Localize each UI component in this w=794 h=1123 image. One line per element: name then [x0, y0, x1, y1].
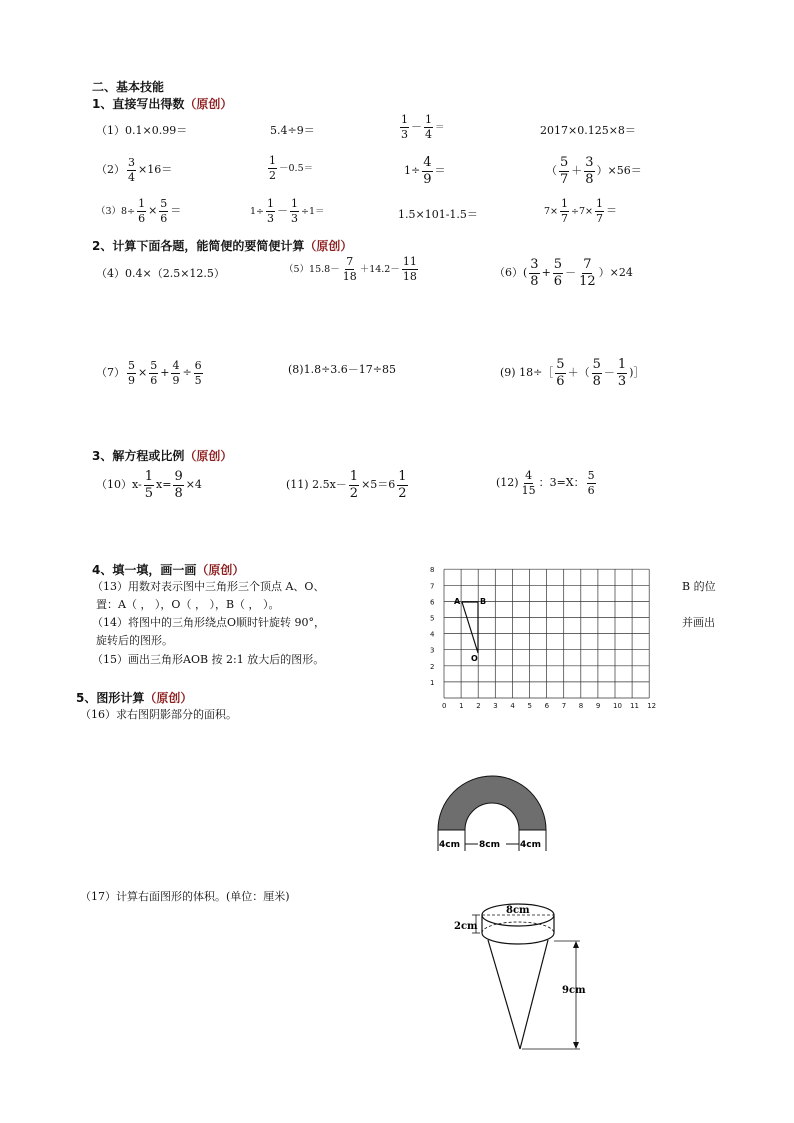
point-b-label: B — [480, 597, 487, 606]
section-title: 二、基本技能 — [92, 80, 165, 94]
y-tick-label: 3 — [430, 646, 435, 655]
x-tick-label: 5 — [527, 702, 532, 710]
point-a-label: A — [454, 597, 461, 606]
x-tick-label: 7 — [561, 702, 567, 710]
arch-right-label: 4cm — [520, 840, 541, 850]
problem-11: (11) 2.5x－ $\frac{1}{2}$ ×5＝6 $\frac{1}{2}$ — [286, 469, 407, 501]
q14-line-a: （14）将图中的三角形绕点O顺时针旋转 90°， — [92, 616, 326, 629]
problem-10: （10）x- $\frac{1}{5}$ x= $\frac{9}{8}$ ×4 — [96, 469, 202, 501]
x-tick-label: 11 — [630, 702, 640, 710]
x-tick-label: 1 — [459, 702, 464, 710]
problem-3c: 1.5×101-1.5＝ — [398, 208, 478, 221]
problem-5: （5）15.8－ $\frac{7}{18}$ ＋14.2－ $\frac{11}{18}$ — [284, 255, 417, 283]
arch-figure — [430, 775, 555, 855]
cylinder-cone-figure — [450, 893, 600, 1053]
q16-line: （16）求右图阴影部分的面积。 — [80, 708, 237, 721]
problem-2d: （ $\frac{5}{7}$ ＋ $\frac{3}{8}$ ）×56＝ — [546, 155, 642, 187]
q2-title: 2、计算下面各题，能简便的要简便计算（原创） — [92, 239, 353, 253]
q13-line-a: （13）用数对表示图中三角形三个顶点 A、O、 — [92, 580, 325, 593]
x-tick-label: 6 — [544, 702, 550, 710]
problem-3d: 7× $\frac{1}{7}$ ÷7× $\frac{1}{7}$ ＝ — [544, 197, 617, 225]
point-o-label: O — [471, 654, 478, 663]
cylinder-height-label: 2cm — [454, 921, 478, 932]
problem-1b: 5.4÷9＝ — [270, 124, 315, 137]
problem-2: （2） $\frac{3}{4}$ ×16＝ — [96, 156, 173, 184]
problem-7: （7） $\frac{5}{9}$ × $\frac{5}{6}$ + $\frac{4}{9}$ ÷ $\frac{6}{5}$ — [96, 359, 202, 387]
x-tick-label: 8 — [578, 702, 584, 710]
problem-3: （3）8÷ $\frac{1}{6}$ × $\frac{5}{6}$ ＝ — [96, 197, 182, 225]
problem-3b: 1÷ $\frac{1}{3}$ － $\frac{1}{3}$ ÷1＝ — [250, 197, 325, 225]
arch-mid-label: 8cm — [479, 840, 500, 850]
q1-title — [92, 95, 232, 112]
x-tick-label: 0 — [442, 702, 447, 710]
q14-line-b: 并画出 — [682, 616, 715, 629]
shaded-arch — [438, 776, 546, 830]
cone-height-label: 9cm — [562, 985, 586, 996]
q4-title: 4、填一填，画一画（原创） — [92, 563, 245, 577]
y-tick-label: 1 — [430, 678, 435, 687]
problem-1c: $\frac{1}{3}$ － $\frac{1}{4}$ ＝ — [401, 113, 445, 141]
triangle-aob — [462, 602, 478, 653]
q13-line-b: B 的位 — [682, 580, 716, 593]
y-tick-label: 8 — [430, 566, 435, 575]
problem-6: （6）( $\frac{3}{8}$ + $\frac{5}{6}$ － $\frac{7}{12}$ ）×24 — [494, 257, 633, 289]
y-tick-label: 2 — [430, 662, 435, 671]
q13-line-c: 置：A（ ， ），O（ ， ），B（ ， ）。 — [96, 598, 280, 611]
q15-line: （15）画出三角形AOB 按 2:1 放大后的图形。 — [92, 653, 325, 666]
problem-4: （4）0.4×（2.5×12.5） — [96, 267, 225, 280]
problem-2b: $\frac{1}{2}$ －0.5＝ — [269, 154, 314, 182]
x-tick-label: 4 — [510, 702, 515, 710]
x-tick-label: 10 — [613, 702, 622, 710]
original-tag: （原创） — [184, 97, 233, 111]
problem-1: （1）0.1×0.99＝ — [96, 124, 188, 137]
y-tick-label: 4 — [430, 630, 435, 639]
top-diameter-label: 8cm — [506, 905, 530, 916]
problem-8: (8)1.8÷3.6－17÷85 — [288, 363, 396, 376]
x-tick-label: 2 — [476, 702, 481, 710]
coordinate-grid — [420, 564, 670, 714]
q17-line: （17）计算右面图形的体积。(单位：厘米) — [80, 890, 290, 903]
problem-1d: 2017×0.125×8＝ — [540, 124, 636, 137]
x-tick-label: 12 — [647, 702, 657, 710]
q1-title-text: 1、直接写出得数 — [92, 97, 185, 111]
x-tick-label: 9 — [595, 702, 601, 710]
q3-title: 3、解方程或比例（原创） — [92, 449, 233, 463]
arch-left-label: 4cm — [439, 840, 460, 850]
problem-2c: 1÷ $\frac{4}{9}$ ＝ — [404, 155, 446, 187]
q5-title: 5、图形计算（原创） — [76, 691, 193, 705]
problem-9: (9) 18÷［ $\frac{5}{6}$ ＋（ $\frac{5}{8}$ － $\frac{1}{3}$ )］ — [500, 357, 645, 389]
q14-line-c: 旋转后的图形。 — [96, 634, 173, 647]
x-tick-label: 3 — [493, 702, 498, 710]
y-tick-label: 7 — [430, 582, 435, 591]
y-tick-label: 5 — [430, 614, 435, 623]
problem-12: (12) $\frac{4}{15}$ ：3=X： $\frac{5}{6}$ — [496, 469, 595, 497]
y-tick-label: 6 — [430, 598, 435, 607]
